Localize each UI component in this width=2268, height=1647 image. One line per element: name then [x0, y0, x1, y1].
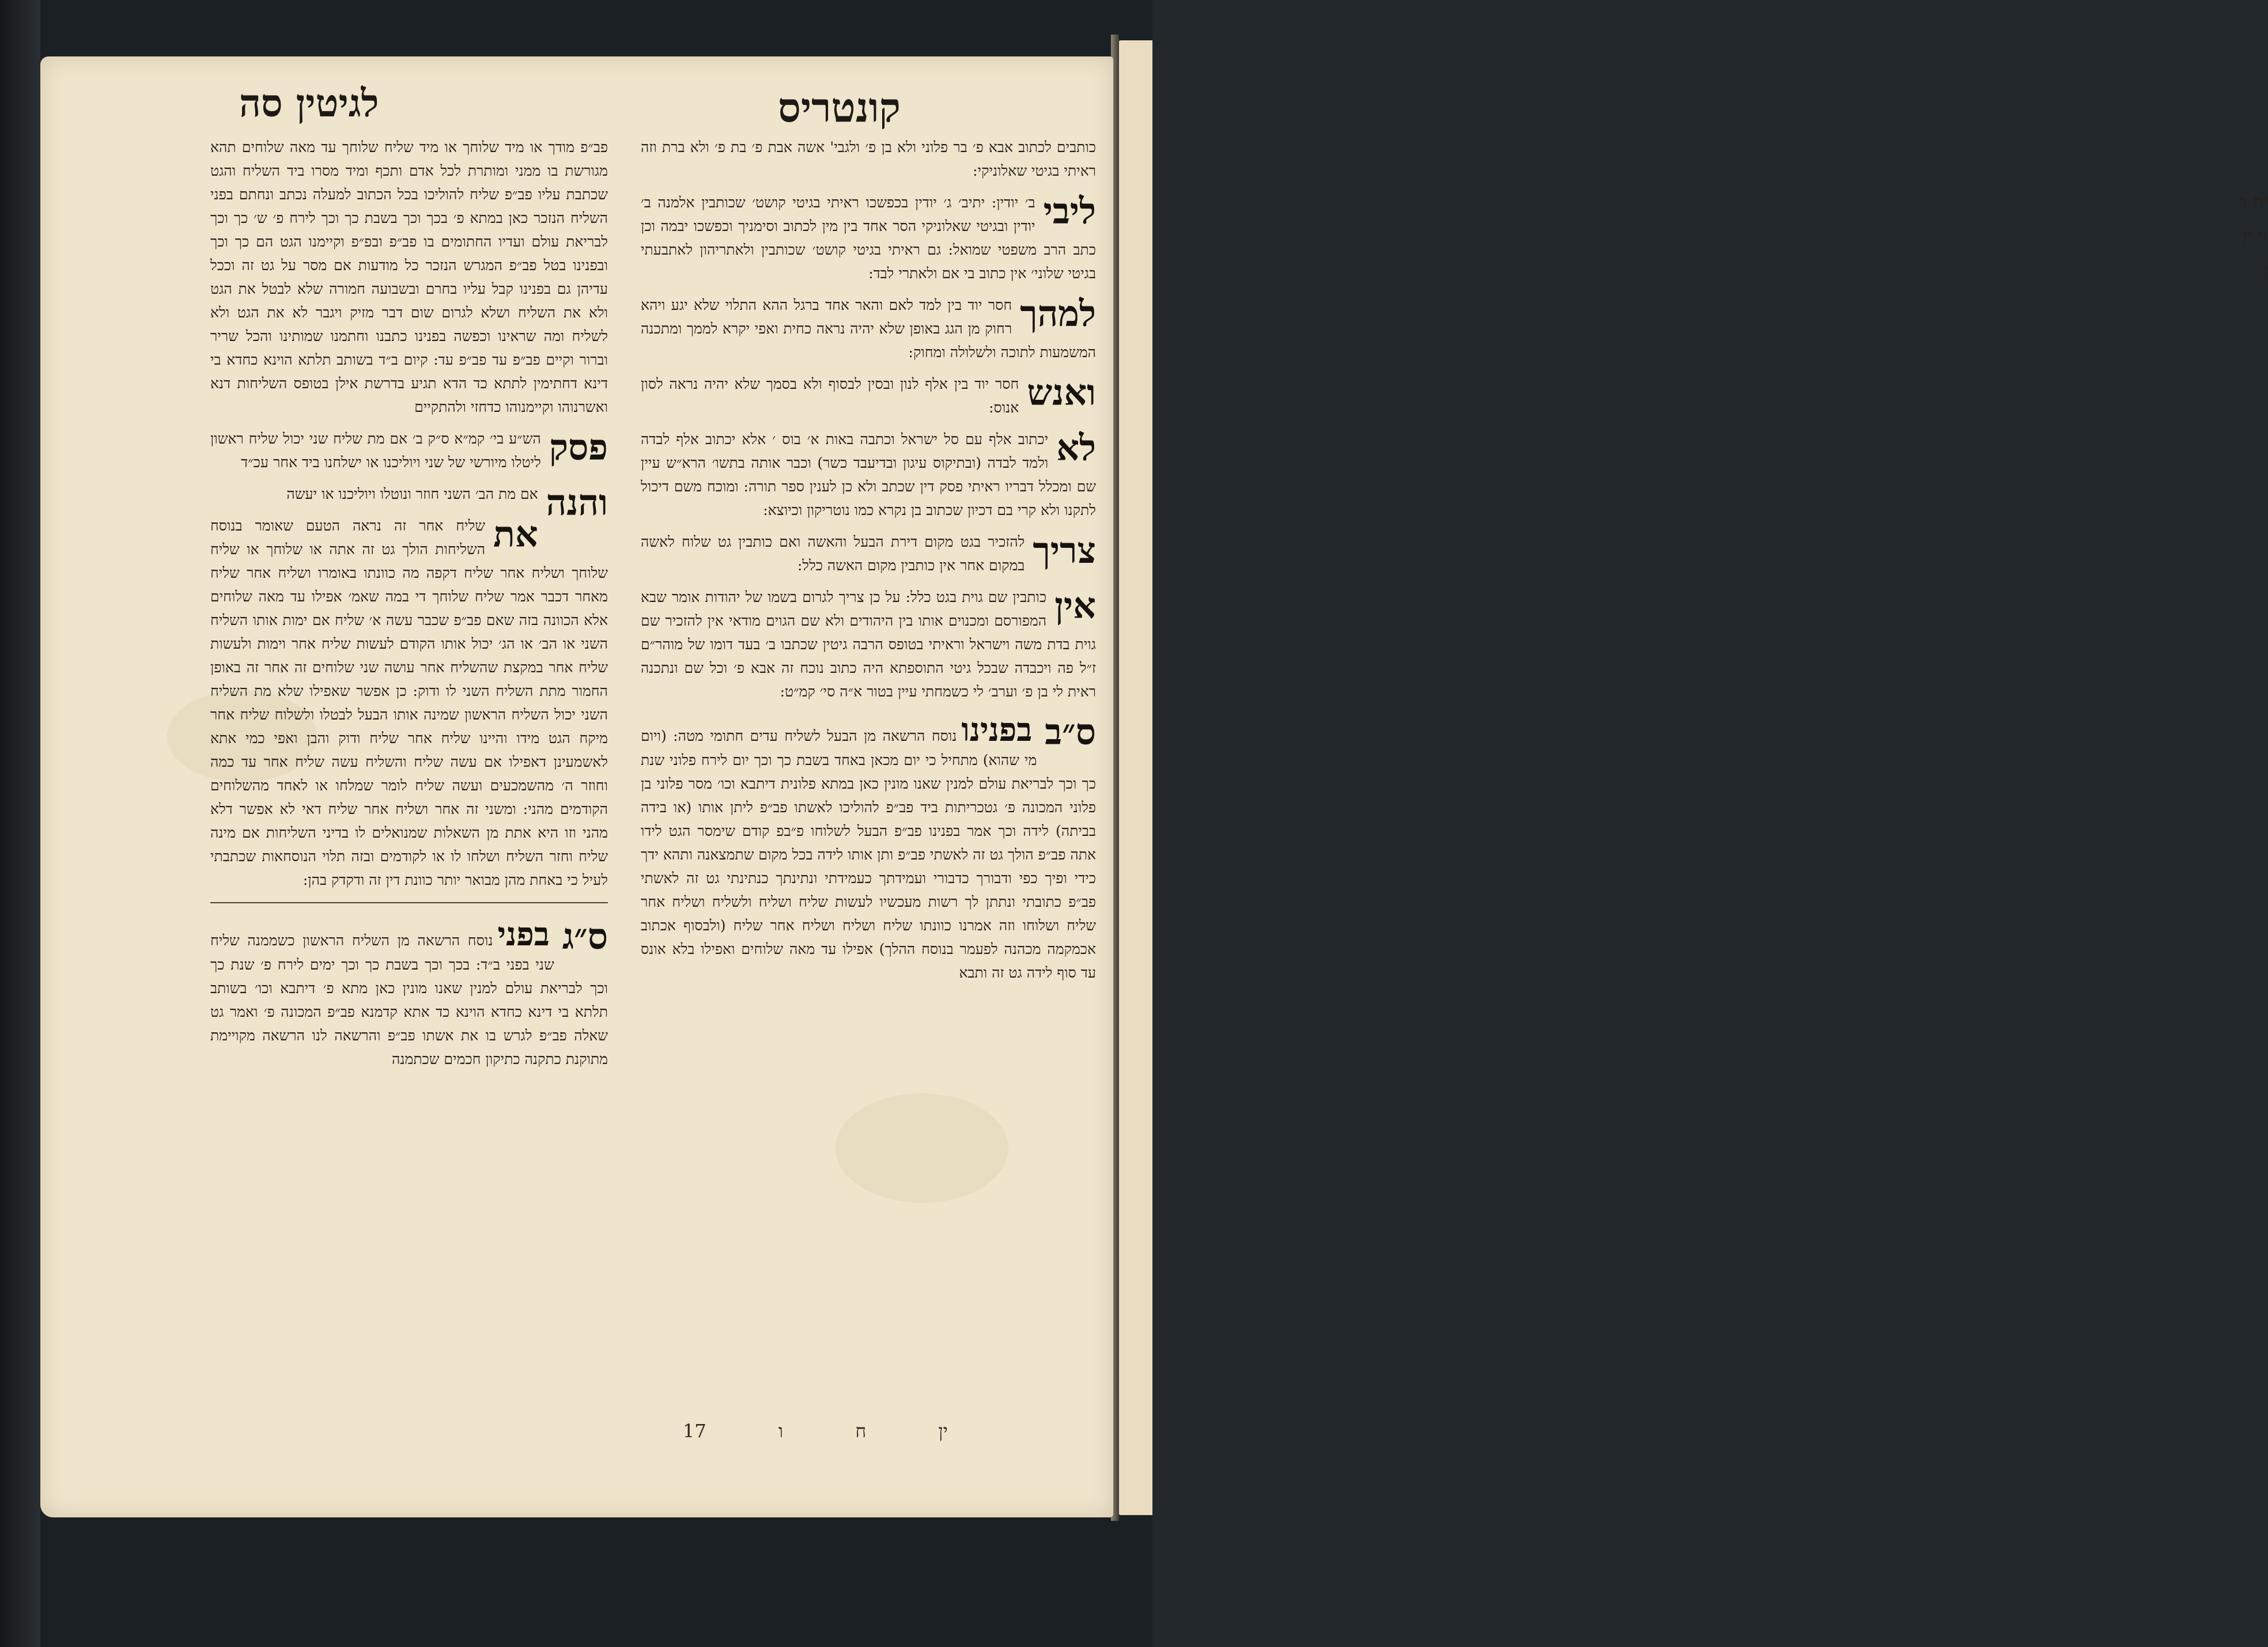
- lead-word: והנה: [546, 482, 608, 524]
- text-paragraph: [210, 135, 608, 419]
- text-paragraph: [641, 711, 1096, 985]
- lead-word: פסק: [549, 426, 608, 468]
- lead-word: לא: [1056, 427, 1096, 469]
- section-divider: [210, 902, 608, 903]
- page-signature: [683, 1420, 948, 1449]
- left-text-column: [210, 135, 608, 1079]
- paragraph-text: פב״פ מודך או מיד שלוחך או מיד שליח שלוחך עד מאה שלוחים תהא מגורשת בו ממני ומותרת לכל אדם ותכף ומיד מסרו ביד השליח והגט שכתבת עליו פב״פ שליח להוליכו בכל הכתוב למעלה נכתב ונחתם בפני השליח הנזכר כאן במתא פ׳ בכך וכך בשבת כך וכך לירח פ׳ ש׳ כך וכך לבריאת עולם ועדיו החתומים בו פב״פ ובפ״פ וקיימנו הגט הם כך וכך ובפנינו בטל פב״פ המגרש הנזכר כל מודעות אם מסר על גט זה וככל עדיהן גם בפנינו קבל עליו בחרם ובשבועה חמורה שלא לבטל את הגט ולא את השליח ושלא לגרום שום דבר מזיק ויגבר לא את הגט ולא לשליח ומה שראינו וכפשה בפנינו כתבנו וחתמנו שמותינו והכל שריר וברור וקיים פב״פ עד פב״פ עד: קיום ב״ד בשותב תלתא הוינא כחדא בי דינא דחתימין לתתא כד הדא תגיע בדרשת אילן בטופס השליחות דנא ואשרנוהו וקיימנוהו כדחזי ולהתקיים: [210, 139, 608, 415]
- paper-stain: [836, 1093, 1008, 1203]
- text-paragraph: [210, 482, 608, 524]
- emphasized-word: בפני: [497, 915, 550, 953]
- page-header-left: לגיטין סה: [239, 81, 379, 126]
- paragraph-text: חסר יוד בין למד לאם והאר אחד ברגל ההא התלוי שלא יגע ויהא רחוק מן הגג באופן שלא יהיה נראה כחית ואפי יקרא לממך ומתכנה המשמעות לתוכה ולשלולה ומחוק:: [641, 297, 1096, 361]
- paragraph-text: נוסח הרשאה מן הבעל לשליח עדים חתומי מטה: (ויום מי שהוא) מתחיל כי יום מכאן באחד בשבת כך וכך יום לירח פלוני שנת כך וכך לבריאת עולם למנין שאנו מונין כאן במתא פלונית דיתבא וכו׳ מסר פלוני בן פלוני המכונה פ׳ גטכריתות ביד פב״פ להוליכו לאשתו פב״פ ליתן אותו (או בידה בביתה) לידה וכך אמר בפנינו פב״פ הבעל לשלוחו פ״בפ קודם שימסר הגט לידו אתה פב״פ הולך גט זה לאשתי פב״פ ותן אותו לידה בכל מקום שתמצאנה ותהא ידך כידי ופיך כפי ודבורך כדבורי ועמידתך כעמידתי ונתינתך כנתינתי גט זה לאשתי פב״פ כתובתי ונתתן לך רשות מעכשיו לעשות שליח ושליח ולשליח ושליח אחר שליח ושלוחו וזה אמרנו כוונתו שליח ושליח ושליח אחר שליח (ולבסוף אכתוב אכמקמה מכהנה לפעמר בנוסח ההלך) אפילו עד מאה שלוחים ואפילו בלא אונס עד סוף לידה גט זה ותבא: [641, 728, 1096, 981]
- text-paragraph: [641, 135, 1096, 183]
- lead-word: ס״ג: [562, 915, 608, 957]
- signature-mark: ו: [778, 1420, 784, 1442]
- paragraph-text: שליח אחר זה נראה הטעם שאומר בנוסח השליחות הולך גט זה אתה או שלוחך או שליח שלוחך ושליח אחר שליח דקפה מה כוונתו באומרו ושליח אחר שליח מאחר דכבר אמר שליח שלוחך די במה שאמ׳ אפילו עד מאה שלוחים אלא הכוונה בזה שאם פב״פ שכבר עשה א׳ שליח אם ימות אותו השליח השני או הב׳ או הג׳ יכול אותו הקודם לעשות שליח אחר וימות ולעשות שליח אחר במקצת שהשליח אחר עושה שני שלוחים זה אחר זה באופן החמור מתת השליח השני לו ודוק: כן אפשר שאפילו שלא מת השליח השני יכול השליח הראשון שמינה אותו הבעל לבטלו ולשלוח שליח אחר מיקח הגט מידו והיינו שליח אחר שליח ודוק והבן ואפי כמי אתא לאשמעינן דאפילו אם עשה שליח והשליח עשה שליח אחר עד כמה וחוזר ה׳ מהשמכעים ועשה שליח לומר שמלחו או לאחד מהשלוחים הקודמים מהני: ומשני זה אחר ושליח אחר שליח דאי לא אפשר דלא מהני וזו היא אתת מן השאלות שמנואלים לו בדיני השליחות אם מינה שליח וחזר השליח ושלחו לו או לקודמים ובזה תלוי הנוסחאות שכתבתי לעיל כי באחת מהן מבואר יותר כוונת דין זה ודקדק בהן:: [210, 517, 608, 888]
- paragraph-text: הש״ע בי׳ קמ״א ס״ק ב׳ אם מת שליח שני יכול שליח ראשון ליטלו מיורשי של שני ויוליכנו או ישלחנו ביד אחר עכ״ד: [210, 430, 541, 471]
- signature-mark: 17: [683, 1420, 706, 1442]
- emphasized-word: בפנינו: [961, 711, 1033, 749]
- lead-word: ליבי: [1043, 190, 1096, 232]
- signature-mark: ח: [855, 1420, 867, 1442]
- lead-word: אין: [1054, 585, 1096, 627]
- next-page-edge: [1117, 40, 2268, 1515]
- paragraph-text: יכתוב אלף עם סל ישראל וכתבה באות א׳ בוס ׳ אלא יכתוב אלף לבדה ולמד לבדה (ובתיקוס עיגון ובדיעבד כשר) וכבר אותה בתשו׳ הרא״ש עיין שם ומכלל דבריו ראיתי פסק דין שכתב ולא כן לענין ספר תורה: ומוכח משם דיכול לתקנו ולא קרי בם דכיון שכתוב בן נקרא כמו נוטריקון וכיוצא:: [641, 431, 1096, 518]
- lead-word: צריך: [1033, 529, 1096, 571]
- paragraph-text: ב׳ יודין: יתיב׳ ג׳ יודין בכפשכו ראיתי בגיטי קושט׳ שכותבין אלמנה ב׳ יודין ובגיטי שאלוניקי הסר אחד בין מין לכתוב וסימניך וכפשכו יבמה וכן כתב הרב משפטי שמואל: גם ראיתי בגיטי קושט׳ שכותבין ולאתריהון לאתבעתי בגיטי שלוני׳ אין כתוב בי אם ולאתרי לבד:: [641, 194, 1096, 282]
- lead-word: ואנש: [1027, 372, 1096, 414]
- lead-word: את: [493, 513, 538, 555]
- text-paragraph: [210, 427, 608, 474]
- text-paragraph: [641, 530, 1096, 577]
- text-paragraph: [210, 916, 608, 1071]
- text-paragraph: [641, 191, 1096, 285]
- text-paragraph: [641, 427, 1096, 522]
- text-paragraph: [210, 514, 608, 892]
- page-header-right: קונטריס: [778, 84, 901, 131]
- book-left-edge: [0, 0, 40, 1647]
- right-text-column: [641, 135, 1096, 993]
- paragraph-text: נוסח הרשאה מן השליח הראשון כשממנה שליח שני בפני ב״ד: בכך וכך בשבת כך וכך ימים לירח פ׳ שנת כך וכך לבריאת עולם למנין שאנו מונין כאן מתא פ׳ דיתבא וכו׳ בשותב תלתא בי דינא כחדא הוינא כד אתא קדמנא פב״פ המכונה פ׳ ואמר גט שאלה פב״פ לגרש בו את אשתו פב״פ והרשאה לנו הרשאה מקויימת מתוקנת כתקנה כתיקון חכמים שכתמנה: [210, 932, 608, 1067]
- paragraph-text: חסר יוד בין אלף לנון ובסין לבסוף ולא בסמך שלא יהיה נראה לסון אנוס:: [641, 376, 1019, 416]
- paragraph-text: להזכיר בגט מקום דירת הבעל והאשה ואם כותבין גט שלוח לאשה במקום אחר אין כותבין מקום האשה כלל:: [641, 533, 1025, 574]
- text-paragraph: [641, 372, 1096, 419]
- lead-word: ס״ב: [1045, 711, 1096, 753]
- paragraph-text: כותבים לכתוב אבא פ׳ בר פלוני ולא בן פ׳ ולגבי' אשה אבת פ׳ בת פ׳ ולא ברת וזה ראיתי בגיטי שאלוניקי:: [641, 139, 1096, 179]
- lead-word: למהך: [1020, 293, 1096, 335]
- paragraph-text: אם מת הב׳ השני חוזר ונוטלו ויוליכנו או יעשה: [286, 486, 538, 502]
- text-paragraph: [641, 293, 1096, 364]
- paragraph-text: כותבין שם גוית בגט כלל: על כן צריך לגרום בשמו של יהודות אומר שבא המפורסם ומכנוים אותו בין היהודים ולא שם הגוים מודאי אין להזכיר שם גוית בדת משה וישראל וראיתי בטופס הרבה גיטין שכתבו ב׳ בעד דומו של מוהר״ם ז״ל פה ויכבדה שבכל גיטי התוספתא היה כתוב נוכח זה אבא פ׳ וכל שם ונתכנה ראית לי בן פ׳ וערב׳ לי כשמחתי עיין בטור א״ה סי׳ קמ״ט:: [641, 589, 1096, 700]
- text-paragraph: [641, 585, 1096, 703]
- signature-mark: ין: [938, 1420, 948, 1442]
- next-page-fragment: ית ר ני ין ן: [2238, 191, 2268, 281]
